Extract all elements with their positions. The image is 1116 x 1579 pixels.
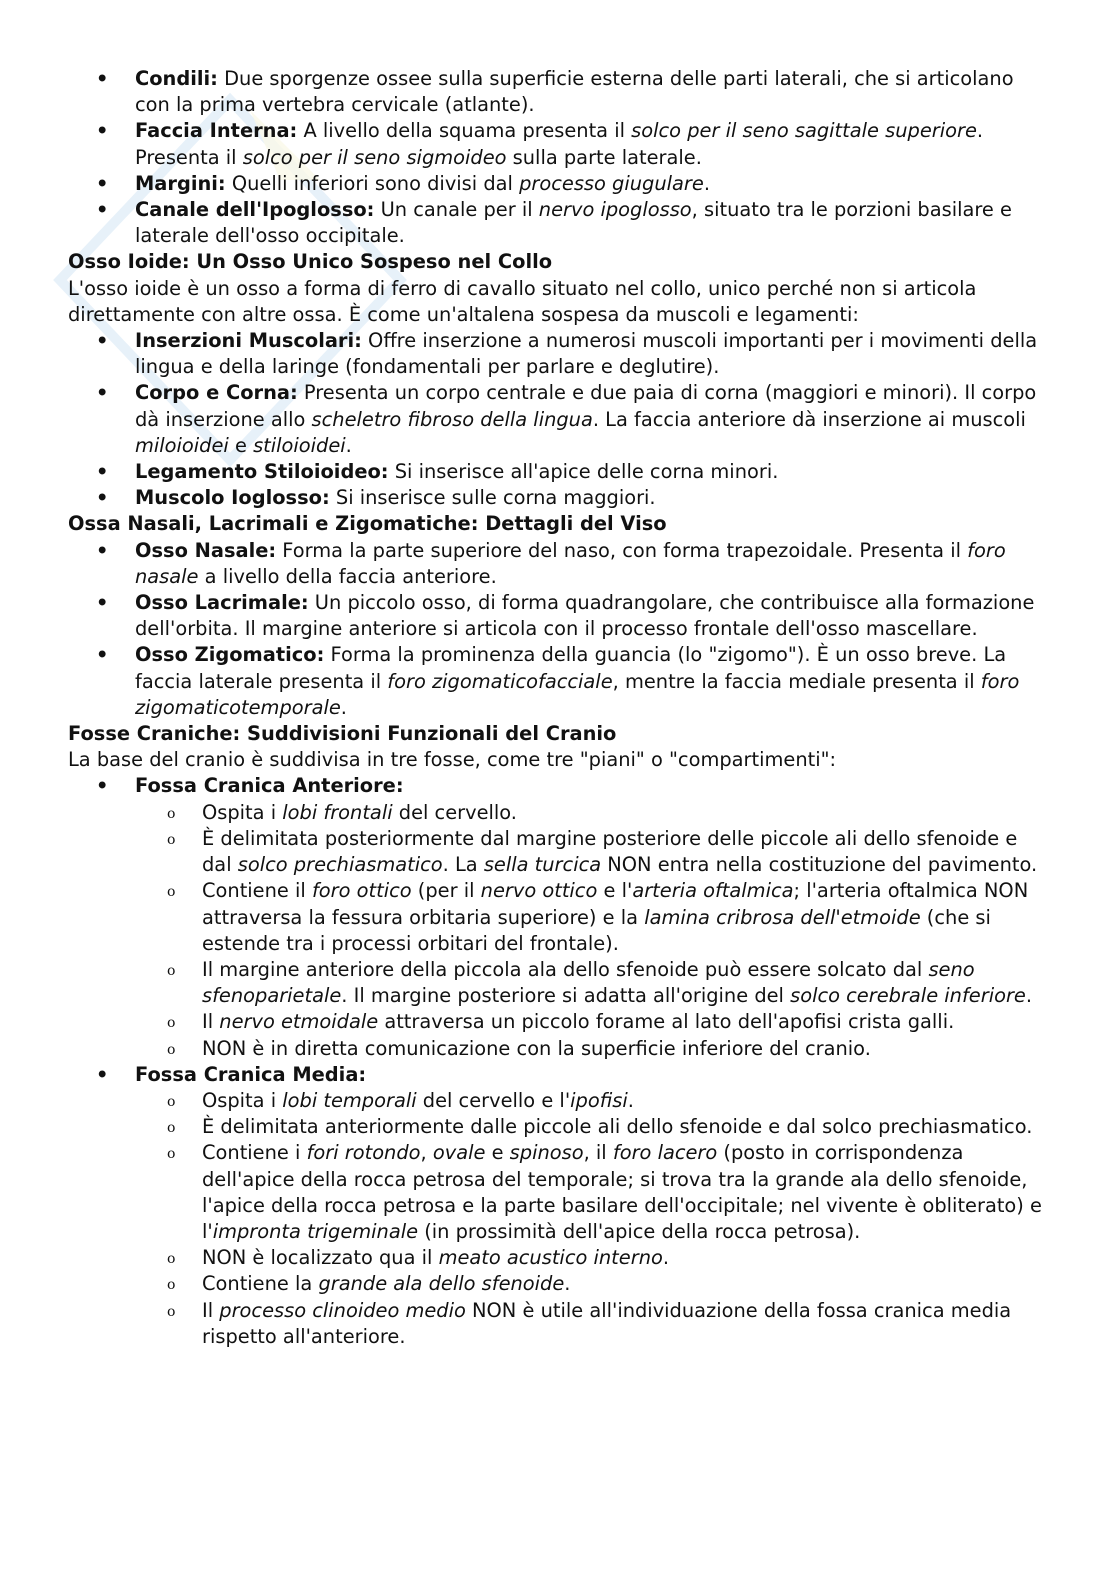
italic-term: foro lacero: [612, 1141, 718, 1165]
item-term: Inserzioni Muscolari:: [135, 329, 362, 353]
occipitale-list: [68, 66, 1048, 249]
sub-list-item: o Ospita i lobi temporali del cervello e l'ipofisi.: [68, 1088, 1048, 1114]
italic-term: seno sfenoparietale: [202, 957, 975, 1008]
list-item: • Canale dell'Ipoglosso: Un canale per il nervo ipoglosso, situato tra le porzioni basilare e laterale dell'osso occipitale.: [68, 197, 1048, 249]
fosse-list: [68, 773, 1048, 1349]
italic-term: sella turcica: [483, 853, 602, 877]
sub-list: [135, 800, 1048, 1062]
sub-list-item: o Il nervo etmoidale attraversa un piccolo forame al lato dell'apofisi crista galli.: [68, 1009, 1048, 1035]
list-item: • Muscolo Ioglosso: Si inserisce sulle corna maggiori.: [68, 485, 1048, 511]
list-item: [68, 773, 1048, 1061]
sub-list-item: o Ospita i lobi frontali del cervello.: [68, 800, 1048, 826]
nasali-list: [68, 538, 1048, 721]
italic-term: ipofisi: [570, 1088, 628, 1112]
list-item: • Osso Zigomatico: Forma la prominenza della guancia (lo "zigomo"). È un osso breve. La faccia laterale presenta il foro zigomaticofacciale, mentre la faccia mediale presenta il foro zigomaticotemporale.: [68, 642, 1048, 721]
item-term: Muscolo Ioglosso:: [135, 486, 330, 510]
item-term: Legamento Stiloioideo:: [135, 460, 389, 484]
italic-term: processo giugulare: [519, 171, 704, 195]
sub-list-item: o NON è in diretta comunicazione con la superficie inferiore del cranio.: [68, 1036, 1048, 1062]
italic-term: solco per il seno sagittale superiore: [631, 119, 977, 143]
list-item: • Condili: Due sporgenze ossee sulla superficie esterna delle parti laterali, che si articolano con la prima vertebra cervicale (atlante).: [68, 66, 1048, 118]
list-item: • Corpo e Corna: Presenta un corpo centrale e due paia di corna (maggiori e minori). Il corpo dà inserzione allo scheletro fibroso della lingua. La faccia anteriore dà inserzione ai muscoli miloioidei e stiloioidei.: [68, 380, 1048, 459]
sub-list-item: o È delimitata anteriormente dalle piccole ali dello sfenoide e dal solco prechiasmatico.: [68, 1114, 1048, 1140]
list-item: • Faccia Interna: A livello della squama presenta il solco per il seno sagittale superiore. Presenta il solco per il seno sigmoideo sulla parte laterale.: [68, 118, 1048, 170]
italic-term: lamina cribrosa dell'etmoide: [644, 905, 921, 929]
list-item: • Osso Lacrimale: Un piccolo osso, di forma quadrangolare, che contribuisce alla formazione dell'orbita. Il margine anteriore si articola con il processo frontale dell'osso mascellare.: [68, 590, 1048, 642]
fosse-paragraph: La base del cranio è suddivisa in tre fosse, come tre "piani" o "compartimenti":: [68, 748, 837, 772]
item-term: Margini:: [135, 171, 226, 195]
list-item: • Inserzioni Muscolari: Offre inserzione a numerosi muscoli importanti per i movimenti della lingua e della laringe (fondamentali per parlare e deglutire).: [68, 328, 1048, 380]
item-term: Corpo e Corna:: [135, 381, 298, 405]
italic-term: fori rotondo: [306, 1141, 421, 1165]
italic-term: processo clinoideo medio: [219, 1298, 466, 1322]
item-term: Osso Lacrimale:: [135, 591, 309, 615]
sub-list-item: o Contiene i fori rotondo, ovale e spinoso, il foro lacero (posto in corrispondenza dell'apice della rocca petrosa del temporale; si trova tra la grande ala dello sfenoide, l'apice della rocca petrosa e la parte basilare dell'occipitale; nel vivente è obliterato) e l'impronta trigeminale (in prossimità dell'apice della rocca petrosa).: [68, 1140, 1048, 1245]
nasali-heading: Ossa Nasali, Lacrimali e Zigomatiche: Dettagli del Viso: [68, 512, 667, 536]
italic-term: grande ala dello sfenoide: [318, 1272, 565, 1296]
item-term: Canale dell'Ipoglosso:: [135, 198, 375, 222]
italic-term: lobi frontali: [282, 800, 393, 824]
ioide-paragraph: L'osso ioide è un osso a forma di ferro di cavallo situato nel collo, unico perché non si articola direttamente con altre ossa. È come un'altalena sospesa da muscoli e legamenti:: [68, 276, 977, 326]
italic-term: foro zigomaticotemporale: [135, 669, 1020, 719]
italic-term: impronta trigeminale: [212, 1219, 419, 1243]
italic-term: solco cerebrale inferiore: [790, 984, 1026, 1008]
list-item: • Margini: Quelli inferiori sono divisi dal processo giugulare.: [68, 171, 1048, 197]
ioide-list: [68, 328, 1048, 511]
list-item: • Legamento Stiloioideo: Si inserisce all'apice delle corna minori.: [68, 459, 1048, 485]
italic-term: arteria oftalmica: [632, 879, 794, 903]
ioide-heading: Osso Ioide: Un Osso Unico Sospeso nel Collo: [68, 250, 553, 274]
italic-term: foro ottico: [311, 879, 412, 903]
italic-term: meato acustico interno: [438, 1246, 663, 1270]
italic-term: stiloioidei: [253, 433, 346, 457]
italic-term: spinoso: [509, 1141, 584, 1165]
sub-list: [135, 1088, 1048, 1350]
italic-term: lobi temporali: [282, 1088, 417, 1112]
sub-list-item: o È delimitata posteriormente dal margine posteriore delle piccole ali dello sfenoide e dal solco prechiasmatico. La sella turcica NON entra nella costituzione del pavimento.: [68, 826, 1048, 878]
sub-list-item: o NON è localizzato qua il meato acustico interno.: [68, 1245, 1048, 1271]
italic-term: nervo ipoglosso: [538, 198, 692, 222]
item-term: Fossa Cranica Anteriore:: [135, 774, 404, 798]
item-term: Condili:: [135, 67, 218, 90]
sub-list-item: o Contiene il foro ottico (per il nervo ottico e l'arteria oftalmica; l'arteria oftalmica NON attraversa la fessura orbitaria superiore) e la lamina cribrosa dell'etmoide (che si estende tra i processi orbitari del frontale).: [68, 878, 1048, 957]
italic-term: nervo ottico: [480, 879, 598, 903]
item-term: Fossa Cranica Media:: [135, 1062, 367, 1086]
item-term: Faccia Interna:: [135, 119, 298, 143]
sub-list-item: o Contiene la grande ala dello sfenoide.: [68, 1271, 1048, 1297]
item-term: Osso Zigomatico:: [135, 643, 325, 667]
item-term: Osso Nasale:: [135, 538, 277, 562]
italic-term: scheletro fibroso della lingua: [311, 407, 593, 431]
fosse-heading: Fosse Craniche: Suddivisioni Funzionali del Cranio: [68, 722, 617, 746]
italic-term: miloioidei: [135, 433, 229, 457]
italic-term: foro nasale: [135, 538, 1006, 588]
italic-term: foro zigomaticofacciale: [387, 669, 613, 693]
sub-list-item: o Il margine anteriore della piccola ala dello sfenoide può essere solcato dal seno sfenoparietale. Il margine posteriore si adatta all'origine del solco cerebrale inferiore.: [68, 957, 1048, 1009]
sub-list-item: o Il processo clinoideo medio NON è utile all'individuazione della fossa cranica media rispetto all'anteriore.: [68, 1298, 1048, 1350]
italic-term: nervo etmoidale: [219, 1010, 379, 1034]
italic-term: solco prechiasmatico: [237, 853, 443, 877]
italic-term: solco per il seno sigmoideo: [242, 145, 507, 169]
italic-term: ovale: [432, 1141, 486, 1165]
list-item: [68, 1062, 1048, 1350]
list-item: • Osso Nasale: Forma la parte superiore del naso, con forma trapezoidale. Presenta il foro nasale a livello della faccia anteriore.: [68, 538, 1048, 590]
